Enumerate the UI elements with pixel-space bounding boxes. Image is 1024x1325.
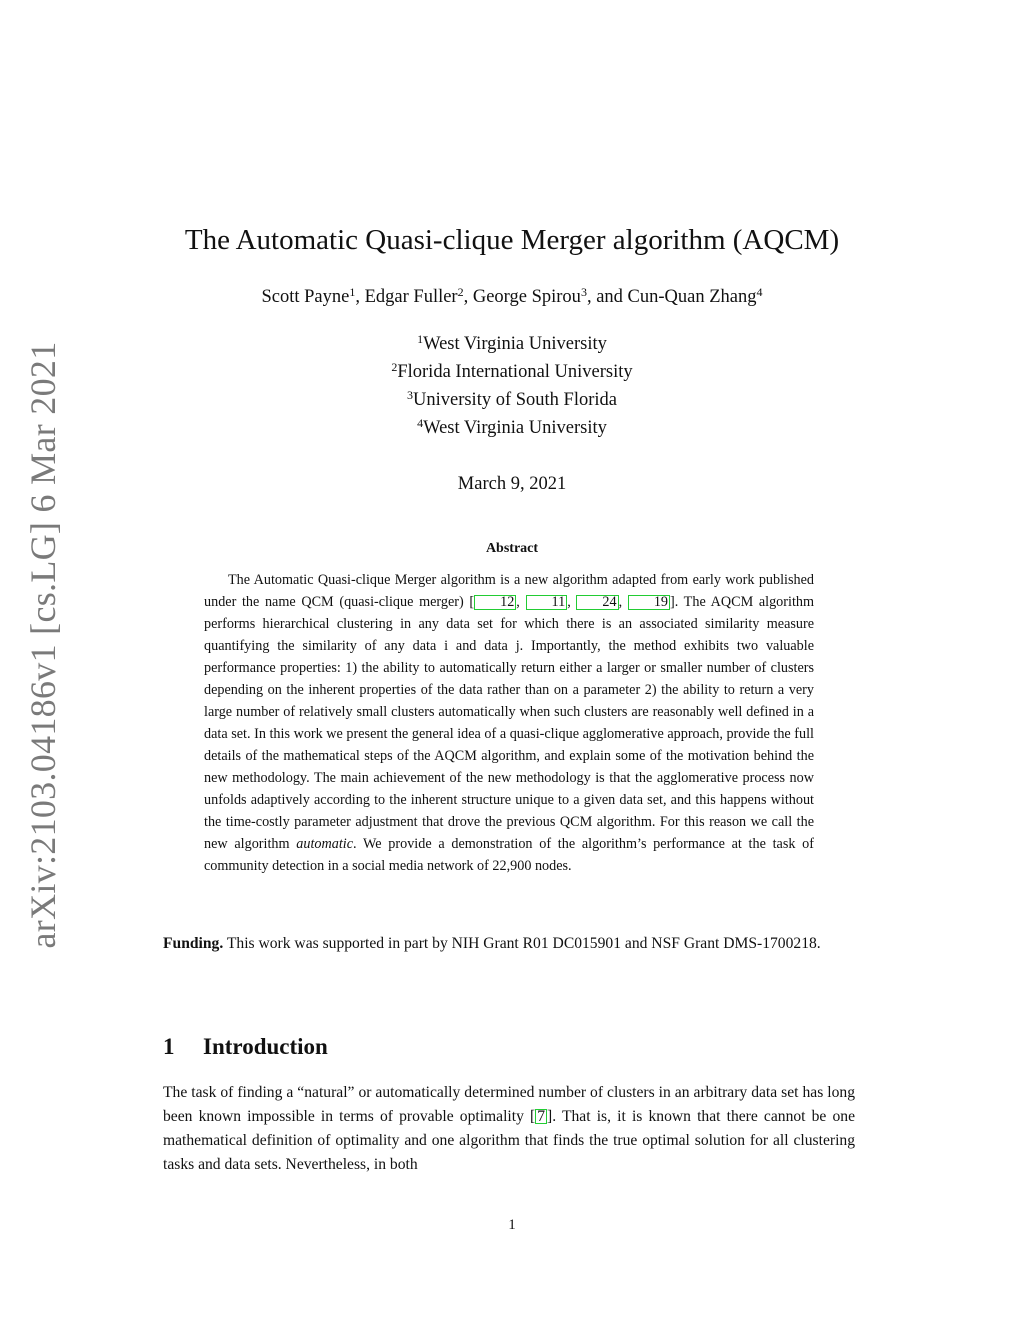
affiliation-mark: 1 xyxy=(417,332,424,346)
funding-text: This work was supported in part by NIH Grant R01 DC015901 and NSF Grant DMS-1700218. xyxy=(223,935,821,952)
affiliation-item xyxy=(0,386,1024,414)
author-separator: , and xyxy=(586,287,628,307)
affiliation-item xyxy=(0,414,1024,442)
citation-link[interactable]: 19 xyxy=(628,595,670,610)
section-heading xyxy=(163,1034,328,1060)
paper-date: March 9, 2021 xyxy=(457,474,567,494)
author-name: George Spirou xyxy=(472,287,581,307)
affiliation-name: University of South Florida xyxy=(412,390,617,410)
abstract-text: ]. The AQCM algorithm performs hierarchical clustering in any data set for which there is an associated similarity measure quantifying the similarity of any data i and data j. Importantly, the method exhibits two valuable performance properties: 1) the ability to automatically return either a larger or smaller number of clusters depending on the inherent properties of the data rather than on a parameter 2) the ability to return a very large number of relatively small clusters automatically when such clusters are reasonably well defined in a data set. In this work we present the general idea of a quasi-clique agglomerative approach, provide the full details of the mathematical steps of the AQCM algorithm, and explain some of the motivation behind the new methodology. The main achievement of the new methodology is that the agglomerative process now unfolds adaptively according to the inherent structure unique to a given data set, and this happens without the time-costly parameter adjustment that drove the previous QCM algorithm. For this reason we call the new algorithm xyxy=(204,594,815,852)
affiliation-item xyxy=(0,358,1024,386)
funding-note xyxy=(163,931,855,956)
intro-body xyxy=(163,1081,855,1177)
intro-text: ]. That is, it is known that there cannot be one mathematical definition of optimality and one algorithm that finds the true optimal solution for all clustering tasks and data sets. Nevertheless, in both xyxy=(163,1108,856,1173)
funding-label: Funding. xyxy=(163,935,224,952)
affiliation-mark: 4 xyxy=(417,416,424,430)
abstract-text: . We provide a demonstration of the algorithm’s performance at the task of community detection in a social media network of 22,900 nodes. xyxy=(204,836,814,874)
abstract-body xyxy=(204,569,814,877)
affiliation-name: West Virginia University xyxy=(423,418,607,438)
author-affiliation-mark: 4 xyxy=(756,285,763,299)
abstract-text: The Automatic Quasi-clique Merger algorithm is a new algorithm adapted from early work published under the name QCM (quasi-clique merger) [ xyxy=(204,572,814,610)
intro-paragraph xyxy=(163,1081,855,1177)
affiliation-mark: 3 xyxy=(406,388,413,402)
author-name: Scott Payne xyxy=(261,287,350,307)
citation-link[interactable]: 12 xyxy=(474,595,516,610)
abstract-heading: Abstract xyxy=(485,541,539,556)
paper-title: The Automatic Quasi-clique Merger algorithm (AQCM) xyxy=(184,224,840,256)
author-affiliation-mark: 3 xyxy=(580,285,587,299)
author-separator: , xyxy=(463,287,473,307)
funding-paragraph xyxy=(163,931,855,956)
abstract-emphasis: automatic xyxy=(296,836,353,852)
affiliation-list xyxy=(0,330,1024,442)
intro-text: The task of finding a “natural” or automatically determined number of clusters in an arbitrary data set has long been known impossible in terms of provable optimality [ xyxy=(163,1084,855,1125)
affiliation-mark: 2 xyxy=(391,360,398,374)
citation-link[interactable]: 11 xyxy=(526,595,568,610)
citation-link[interactable]: 7 xyxy=(537,1108,546,1125)
author-affiliation-mark: 2 xyxy=(457,285,464,299)
author-name: Cun-Quan Zhang xyxy=(627,287,757,307)
citation-link[interactable]: 24 xyxy=(576,595,618,610)
section-number: 1 xyxy=(163,1034,175,1059)
arxiv-stamp: arXiv:2103.04186v1 [cs.LG] 6 Mar 2021 xyxy=(23,341,63,949)
affiliation-name: West Virginia University xyxy=(423,334,607,354)
section-title: Introduction xyxy=(203,1034,328,1059)
author-name: Edgar Fuller xyxy=(364,287,458,307)
page-number: 1 xyxy=(508,1217,516,1233)
affiliation-name: Florida International University xyxy=(397,362,633,382)
abstract-paragraph: The Automatic Quasi-clique Merger algorithm is a new algorithm adapted from early work published under the name QCM (quasi-clique merger) [ 12 , 11 , 24 , 19 ]. The AQCM algorithm performs hierarchical clustering in any data set for which there is an associated similarity measure quantifying the similarity of any data i and data j. Importantly, the method exhibits two valuable performance properties: 1) the ability to automatically return either a larger or smaller number of clusters depending on the inherent properties of the data rather than on a parameter 2) the ability to return a very large number of relatively small clusters automatically when such clusters are reasonably well defined in a data set. In this work we present the general idea of a quasi-clique agglomerative approach, provide the full details of the mathematical steps of the AQCM algorithm, and explain some of the motivation behind the new methodology. The main achievement of the new methodology is that the agglomerative process now unfolds adaptively according to the inherent structure unique to a given data set, and this happens without the time-costly parameter adjustment that drove the previous QCM algorithm. For this reason we call the new algorithm automatic. We provide a demonstration of the algorithm’s performance at the task of community detection in a social media network of 22,900 nodes. xyxy=(204,572,815,874)
author-list xyxy=(0,287,1024,308)
author-separator: , xyxy=(355,287,365,307)
affiliation-item xyxy=(0,330,1024,358)
author-affiliation-mark: 1 xyxy=(349,285,356,299)
